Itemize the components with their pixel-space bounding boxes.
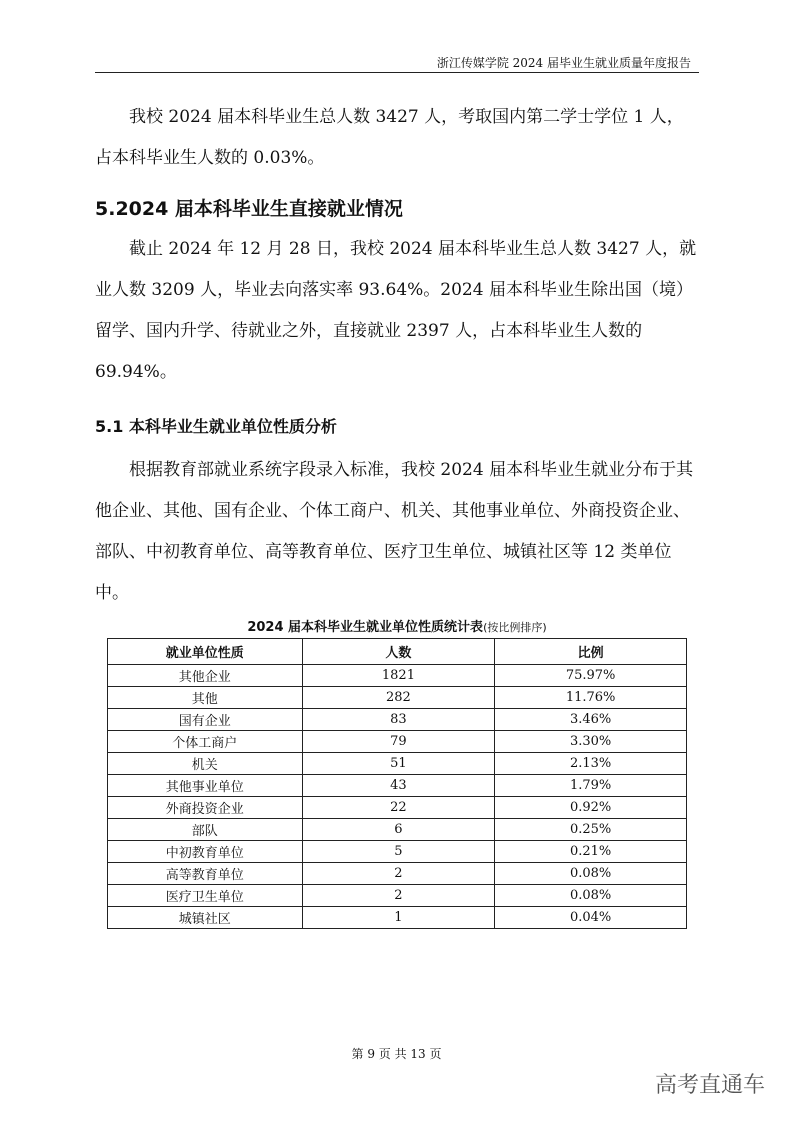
cell-unit-nature: 医疗卫生单位: [108, 885, 303, 907]
cell-ratio: 0.21%: [495, 841, 687, 863]
cell-ratio: 75.97%: [495, 665, 687, 687]
cell-count: 22: [302, 797, 495, 819]
cell-unit-nature: 其他企业: [108, 665, 303, 687]
page-footer: [0, 1045, 793, 1062]
paragraph-employment-summary-text: 截止 2024 年 12 月 28 日，我校 2024 届本科毕业生总人数 3427 人，就业人数 3209 人，毕业去向落实率 93.64%。2024 届本科毕业生除出国（境）留学、国内升学、待就业之外，直接就业 2397 人，占本科毕业生人数的 69.94%。: [95, 239, 697, 382]
cell-ratio: 11.76%: [495, 687, 687, 709]
cell-unit-nature: 高等教育单位: [108, 863, 303, 885]
cell-unit-nature: 国有企业: [108, 709, 303, 731]
cell-unit-nature: 部队: [108, 819, 303, 841]
cell-count: 43: [302, 775, 495, 797]
cell-unit-nature: 外商投资企业: [108, 797, 303, 819]
cell-unit-nature: 其他: [108, 687, 303, 709]
cell-ratio: 2.13%: [495, 753, 687, 775]
cell-count: 79: [302, 731, 495, 753]
table-row: [108, 665, 687, 687]
column-header-count: 人数: [302, 639, 495, 665]
cell-unit-nature: 个体工商户: [108, 731, 303, 753]
cell-ratio: 0.08%: [495, 885, 687, 907]
cell-ratio: 3.30%: [495, 731, 687, 753]
table-header-row: [108, 639, 687, 665]
table-row: [108, 907, 687, 929]
table-row: [108, 731, 687, 753]
column-header-unit-nature: 就业单位性质: [108, 639, 303, 665]
page-header: [95, 50, 699, 73]
cell-count: 1821: [302, 665, 495, 687]
table-row: [108, 687, 687, 709]
cell-count: 83: [302, 709, 495, 731]
unit-nature-table: [107, 638, 687, 929]
cell-ratio: 0.25%: [495, 819, 687, 841]
table-caption-note: (按比例排序): [483, 621, 547, 634]
page-number-label: 第 9 页 共 13 页: [351, 1047, 442, 1061]
paragraph-second-degree: [95, 97, 699, 179]
cell-ratio: 0.08%: [495, 863, 687, 885]
paragraph-unit-categories-text: 根据教育部就业系统字段录入标准，我校 2024 届本科毕业生就业分布于其他企业、其他、国有企业、个体工商户、机关、其他事业单位、外商投资企业、部队、中初教育单位、高等教育单位、医疗卫生单位、城镇社区等 12 类单位中。: [95, 460, 694, 603]
cell-count: 2: [302, 863, 495, 885]
paragraph-second-degree-text: 我校 2024 届本科毕业生总人数 3427 人，考取国内第二学士学位 1 人，占本科毕业生人数的 0.03%。: [95, 107, 684, 168]
header-title: 浙江传媒学院 2024 届毕业生就业质量年度报告: [436, 56, 691, 70]
table-row: [108, 841, 687, 863]
table-row: [108, 709, 687, 731]
watermark-text: 高考直通车: [654, 1073, 765, 1098]
table-caption-title: 2024 届本科毕业生就业单位性质统计表: [247, 620, 484, 635]
table-row: [108, 863, 687, 885]
cell-count: 5: [302, 841, 495, 863]
cell-ratio: 0.92%: [495, 797, 687, 819]
cell-unit-nature: 机关: [108, 753, 303, 775]
table-row: [108, 775, 687, 797]
paragraph-unit-categories: [95, 450, 699, 614]
table-row: [108, 819, 687, 841]
cell-count: 51: [302, 753, 495, 775]
cell-unit-nature: 其他事业单位: [108, 775, 303, 797]
section-heading-direct-employment: 5.2024 届本科毕业生直接就业情况: [95, 198, 403, 220]
table-caption: [107, 616, 687, 635]
cell-unit-nature: 城镇社区: [108, 907, 303, 929]
cell-count: 1: [302, 907, 495, 929]
cell-ratio: 3.46%: [495, 709, 687, 731]
cell-count: 2: [302, 885, 495, 907]
table-row: [108, 753, 687, 775]
cell-count: 282: [302, 687, 495, 709]
paragraph-employment-summary: [95, 229, 699, 393]
cell-ratio: 0.04%: [495, 907, 687, 929]
column-header-ratio: 比例: [495, 639, 687, 665]
cell-ratio: 1.79%: [495, 775, 687, 797]
cell-count: 6: [302, 819, 495, 841]
table-row: [108, 797, 687, 819]
table-row: [108, 885, 687, 907]
cell-unit-nature: 中初教育单位: [108, 841, 303, 863]
subsection-heading-unit-nature: 5.1 本科毕业生就业单位性质分析: [95, 417, 337, 436]
